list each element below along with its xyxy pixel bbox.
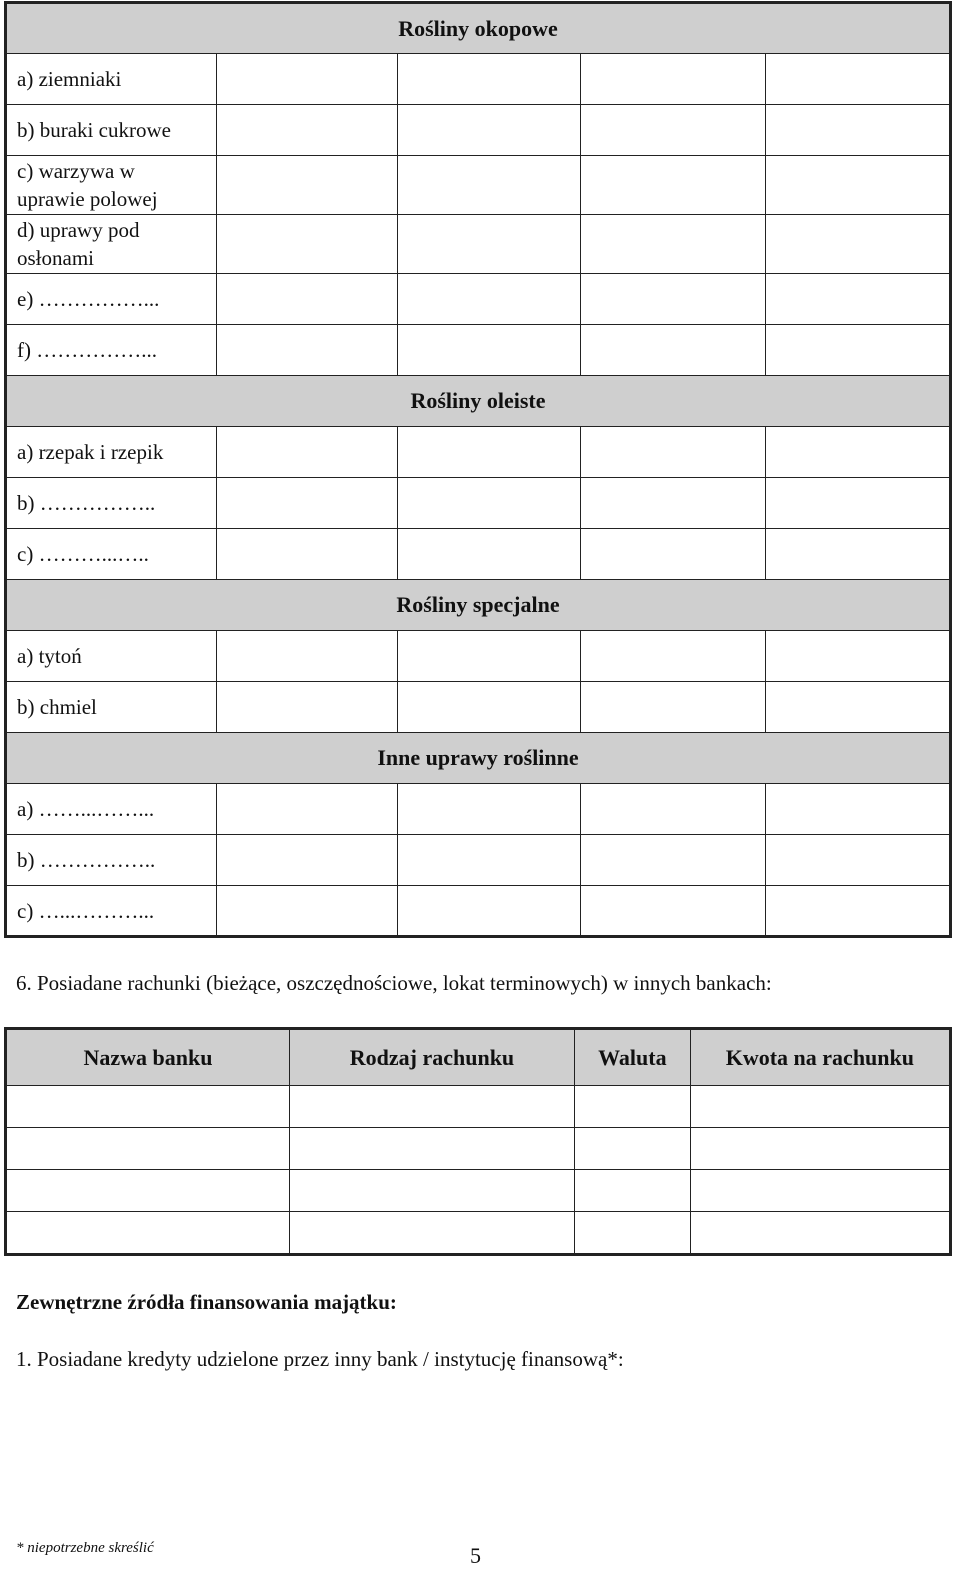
input-cell[interactable]	[398, 631, 581, 682]
input-cell[interactable]	[398, 529, 581, 580]
input-cell[interactable]	[765, 54, 950, 105]
input-cell[interactable]	[765, 215, 950, 274]
crops-table	[4, 1, 952, 938]
input-cell[interactable]	[216, 631, 397, 682]
input-cell[interactable]	[398, 835, 581, 886]
input-cell[interactable]	[581, 215, 765, 274]
column-header: Nazwa banku	[6, 1029, 290, 1086]
input-cell[interactable]	[581, 784, 765, 835]
input-cell[interactable]	[765, 631, 950, 682]
accounts-heading: 6. Posiadane rachunki (bieżące, oszczędnościowe, lokat terminowych) w innych bankach:	[16, 971, 772, 995]
input-cell[interactable]	[289, 1086, 574, 1128]
input-cell[interactable]	[765, 835, 950, 886]
input-cell[interactable]	[581, 682, 765, 733]
input-cell[interactable]	[690, 1170, 950, 1212]
input-cell[interactable]	[216, 682, 397, 733]
input-cell[interactable]	[765, 427, 950, 478]
crop-label: b) ……………..	[6, 478, 217, 529]
input-cell[interactable]	[765, 784, 950, 835]
input-cell[interactable]	[765, 682, 950, 733]
input-cell[interactable]	[575, 1212, 691, 1255]
input-cell[interactable]	[216, 784, 397, 835]
input-cell[interactable]	[6, 1170, 290, 1212]
input-cell[interactable]	[581, 886, 765, 937]
bank-accounts-table	[4, 1027, 952, 1256]
input-cell[interactable]	[216, 215, 397, 274]
input-cell[interactable]	[581, 325, 765, 376]
input-cell[interactable]	[216, 156, 397, 215]
input-cell[interactable]	[581, 631, 765, 682]
input-cell[interactable]	[6, 1086, 290, 1128]
input-cell[interactable]	[581, 54, 765, 105]
crop-label: f) ……………...	[6, 325, 217, 376]
input-cell[interactable]	[6, 1128, 290, 1170]
crop-label: b) buraki cukrowe	[6, 105, 217, 156]
input-cell[interactable]	[216, 427, 397, 478]
crop-label: a) rzepak i rzepik	[6, 427, 217, 478]
input-cell[interactable]	[581, 274, 765, 325]
input-cell[interactable]	[6, 1212, 290, 1255]
input-cell[interactable]	[765, 325, 950, 376]
input-cell[interactable]	[398, 105, 581, 156]
input-cell[interactable]	[575, 1170, 691, 1212]
input-cell[interactable]	[216, 274, 397, 325]
input-cell[interactable]	[289, 1212, 574, 1255]
input-cell[interactable]	[765, 105, 950, 156]
input-cell[interactable]	[581, 105, 765, 156]
crop-label: e) ……………...	[6, 274, 217, 325]
section-header: Rośliny okopowe	[6, 3, 951, 54]
column-header: Rodzaj rachunku	[289, 1029, 574, 1086]
input-cell[interactable]	[289, 1128, 574, 1170]
input-cell[interactable]	[398, 478, 581, 529]
external-financing-heading: Zewnętrzne źródła finansowania majątku:	[16, 1290, 397, 1314]
crop-label: c) ………...…..	[6, 529, 217, 580]
footnote: * niepotrzebne skreślić	[16, 1540, 154, 1556]
crop-label: b) chmiel	[6, 682, 217, 733]
input-cell[interactable]	[216, 54, 397, 105]
input-cell[interactable]	[398, 427, 581, 478]
crop-label: d) uprawy pod osłonami	[6, 215, 217, 274]
crop-label: a) tytoń	[6, 631, 217, 682]
input-cell[interactable]	[216, 325, 397, 376]
input-cell[interactable]	[581, 478, 765, 529]
input-cell[interactable]	[398, 274, 581, 325]
input-cell[interactable]	[398, 682, 581, 733]
input-cell[interactable]	[765, 886, 950, 937]
input-cell[interactable]	[398, 784, 581, 835]
input-cell[interactable]	[690, 1212, 950, 1255]
crop-label: b) ……………..	[6, 835, 217, 886]
input-cell[interactable]	[398, 156, 581, 215]
input-cell[interactable]	[581, 835, 765, 886]
input-cell[interactable]	[765, 478, 950, 529]
crop-label: c) …...………...	[6, 886, 217, 937]
section-header: Rośliny oleiste	[6, 376, 951, 427]
credits-heading: 1. Posiadane kredyty udzielone przez inny bank / instytucję finansową*:	[16, 1347, 624, 1371]
page-number: 5	[470, 1543, 481, 1568]
input-cell[interactable]	[216, 105, 397, 156]
column-header: Kwota na rachunku	[690, 1029, 950, 1086]
input-cell[interactable]	[690, 1128, 950, 1170]
crop-label: a) ziemniaki	[6, 54, 217, 105]
column-header: Waluta	[575, 1029, 691, 1086]
input-cell[interactable]	[398, 215, 581, 274]
input-cell[interactable]	[581, 156, 765, 215]
section-header: Inne uprawy roślinne	[6, 733, 951, 784]
input-cell[interactable]	[398, 325, 581, 376]
input-cell[interactable]	[216, 529, 397, 580]
input-cell[interactable]	[289, 1170, 574, 1212]
input-cell[interactable]	[690, 1086, 950, 1128]
input-cell[interactable]	[765, 274, 950, 325]
crop-label: c) warzywa w uprawie polowej	[6, 156, 217, 215]
crop-label: a) ……...……...	[6, 784, 217, 835]
input-cell[interactable]	[216, 886, 397, 937]
input-cell[interactable]	[575, 1128, 691, 1170]
input-cell[interactable]	[216, 835, 397, 886]
section-header: Rośliny specjalne	[6, 580, 951, 631]
input-cell[interactable]	[398, 54, 581, 105]
input-cell[interactable]	[575, 1086, 691, 1128]
input-cell[interactable]	[216, 478, 397, 529]
input-cell[interactable]	[765, 529, 950, 580]
input-cell[interactable]	[581, 529, 765, 580]
input-cell[interactable]	[398, 886, 581, 937]
input-cell[interactable]	[581, 427, 765, 478]
input-cell[interactable]	[765, 156, 950, 215]
